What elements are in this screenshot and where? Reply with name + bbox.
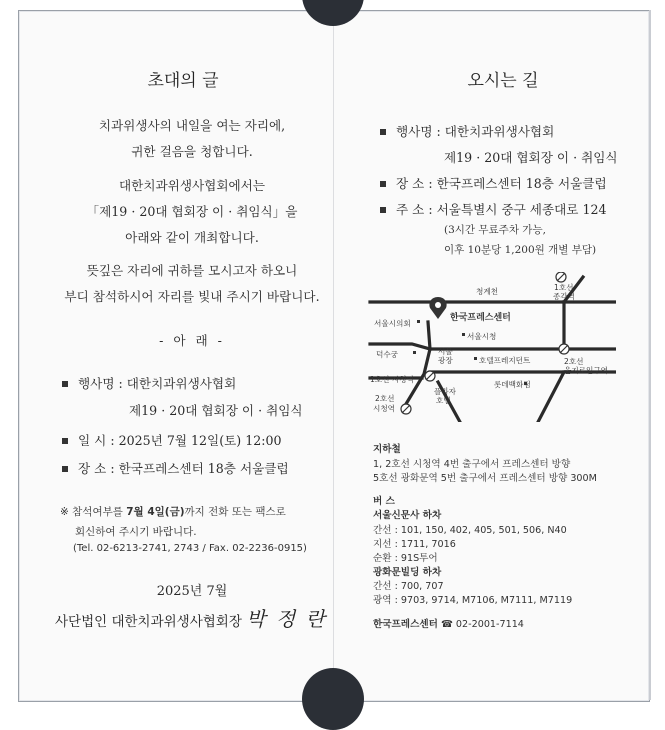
divider-heading: - 아 래 - [159,333,225,348]
subway-line: 1, 2호선 시청역 4번 출구에서 프레스센터 방향 [373,459,571,470]
map-label: 2호선 [375,394,395,403]
bottom-tab [302,668,364,730]
detail-value: 2025년 7월 12일(토) 12:00 [118,433,282,448]
rsvp-note [60,504,286,519]
map-label: 호텔프레지던트 [479,356,531,365]
bus-route: 광역 : 9703, 9714, M7106, M7111, M7119 [373,595,573,606]
paragraph-line: 아래와 같이 개최합니다. [125,230,259,245]
bus-heading: 버 스 [373,496,395,507]
detail-label: 장 소 : [396,176,433,191]
detail-value: 한국프레스센터 18층 서울클럽 [118,461,289,476]
detail-row-event [62,373,236,392]
note-mark: ※ [60,506,69,518]
paragraph-line: 대한치과위생사협회에서는 [119,178,265,193]
detail-label: 주 소 : [396,202,433,217]
detail-value: 서울특별시 중구 세종대로 124 [436,202,607,217]
parking-info: (3시간 무료주차 가능, [444,224,546,236]
detail-value: 제19 · 20대 협회장 이 · 취임식 [129,403,303,418]
paragraph-line: 부디 참석하시어 자리를 빛내 주시기 바랍니다. [64,289,320,304]
detail-label: 행사명 : [396,124,441,139]
detail-row-datetime [62,430,282,449]
bus-stop-name: 광화문빌딩 하차 [373,567,442,578]
bus-route: 지선 : 1711, 7016 [373,539,456,550]
map-label: 호텔 [436,396,451,405]
detail-row-event-cont [129,400,303,419]
map-label: 청계천 [476,287,499,296]
right-title: 오시는 길 [467,71,539,91]
subway-line: 5호선 광화문역 5번 출구에서 프레스센터 방향 300M [373,473,597,484]
bullet-square-icon [380,207,386,213]
loc-row-venue [380,173,607,192]
map-label: 서울시의회 [374,319,411,328]
detail-value: 한국프레스센터 18층 서울클럽 [436,176,607,191]
bullet-square-icon [62,438,68,444]
map-label: 2호선 [564,357,584,366]
parking-info: 이후 10분당 1,200원 개별 부담) [444,244,597,256]
bullet-square-icon [62,466,68,472]
map-label: 을지로입구역 [564,366,609,375]
issue-date: 2025년 7월 [156,584,228,599]
map-label: 서울 [438,347,453,356]
note-line2: 회신하여 주시기 바랍니다. [75,526,197,538]
loc-row-event [380,121,554,140]
note-text: 참석여부를 [72,506,127,518]
paragraph-line: 귀한 걸음을 청합니다. [131,144,253,159]
signature: 박 정 란 [246,607,327,631]
contact-name: 한국프레스센터 [373,619,438,630]
venue-contact [373,616,524,630]
detail-label: 행사명 : [78,376,123,391]
detail-value: 대한치과위생사협회 [444,124,555,139]
location-map [368,272,616,422]
map-label: 시청역 [373,404,396,413]
left-title: 초대의 글 [147,71,219,91]
bullet-square-icon [62,381,68,387]
bullet-square-icon [380,129,386,135]
map-label: 플라자 [434,387,457,396]
loc-row-event-cont [444,147,618,166]
detail-row-venue [62,458,289,477]
note-text: 까지 전화 또는 팩스로 [184,506,286,518]
paragraph-line: 치과위생사의 내일을 여는 자리에, [98,118,286,133]
bullet-square-icon [380,181,386,187]
map-label: 롯데백화점 [494,380,531,389]
map-label: 종각역 [553,292,576,301]
map-label: 1호선 [554,283,574,292]
rsvp-deadline: 7월 4일(금) [126,506,185,518]
bus-route: 간선 : 700, 707 [373,581,444,592]
detail-label: 일 시 : [78,433,115,448]
contact-numbers: (Tel. 02-6213-2741, 2743 / Fax. 02-2236-0915) [73,543,307,554]
signatory [55,603,327,632]
map-label: 광장 [438,356,453,365]
bus-route: 간선 : 101, 150, 402, 405, 501, 506, N40 [373,525,567,536]
map-venue-label: 한국프레스센터 [450,313,511,323]
paragraph-line: 뜻깊은 자리에 귀하를 모시고자 하오니 [86,263,298,278]
bus-stop-name: 서울신문사 하차 [373,510,442,521]
org-name: 사단법인 대한치과위생사협회장 [55,614,242,630]
event-name-line: 「제19 · 20대 협회장 이 · 취임식」을 [86,204,298,219]
card-edge [649,10,651,700]
detail-label: 장 소 : [78,461,115,476]
loc-row-address [380,199,606,218]
bus-route: 순환 : 91S투어 [373,553,438,564]
contact-phone: ☎ 02-2001-7114 [440,619,524,630]
subway-heading: 지하철 [373,444,401,455]
map-label: 덕수궁 [376,350,399,359]
map-label: 서울시청 [467,332,497,341]
detail-value: 제19 · 20대 협회장 이 · 취임식 [444,150,618,165]
map-label: 1호선 시청역 [370,375,414,384]
detail-value: 대한치과위생사협회 [126,376,237,391]
